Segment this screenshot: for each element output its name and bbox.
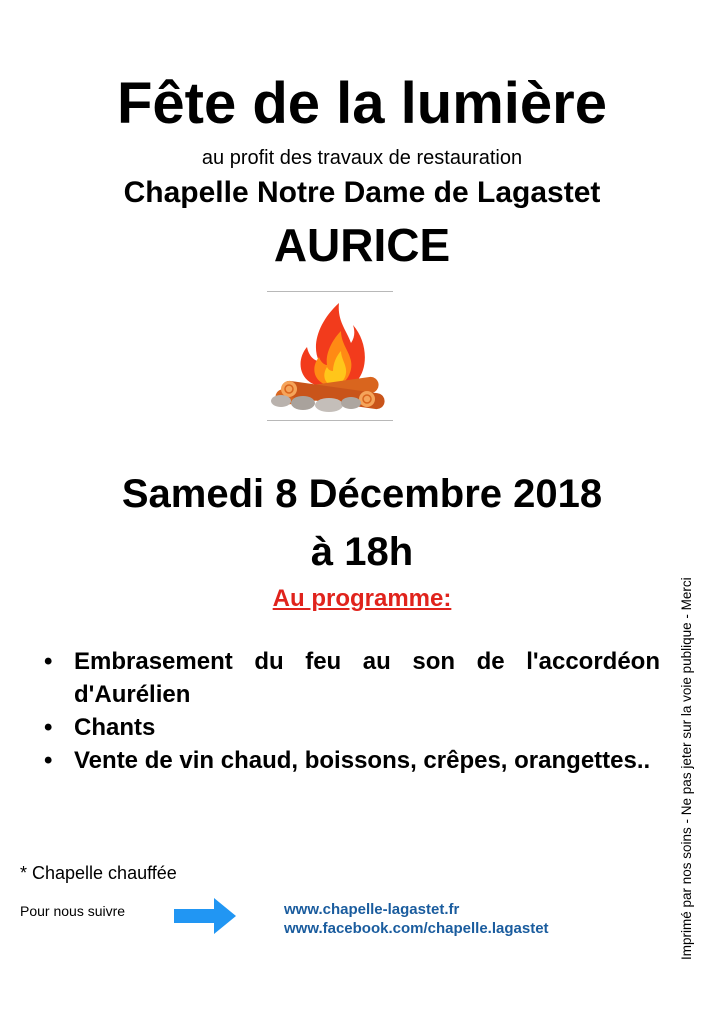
program-heading: Au programme: xyxy=(272,585,452,612)
program-item xyxy=(40,744,660,777)
image-bottom-divider xyxy=(267,420,393,421)
town-name: AURICE xyxy=(273,219,451,271)
arrow-right-icon xyxy=(174,896,238,936)
chapel-name: Chapelle Notre Dame de Lagastet xyxy=(123,176,601,209)
program-item xyxy=(40,645,660,711)
event-date: Samedi 8 Décembre 2018 xyxy=(121,472,603,516)
bullet: • xyxy=(44,714,53,741)
image-top-divider xyxy=(267,291,393,292)
bullet: • xyxy=(44,648,53,675)
website-link[interactable]: www.chapelle-lagastet.fr xyxy=(284,901,460,918)
bullet: • xyxy=(44,747,53,774)
poster-title: Fête de la lumière xyxy=(117,71,607,136)
program-item-text: Embrasement du feu au son de l'accordéon d'Aurélien xyxy=(74,648,660,708)
campfire-image xyxy=(267,291,393,421)
program-item-text: Chants xyxy=(74,714,156,741)
poster-subtitle: au profit des travaux de restauration xyxy=(201,147,523,169)
print-notice: Imprimé par nos soins - Ne pas jeter sur la voie publique - Merci xyxy=(679,577,694,960)
program-item xyxy=(40,711,660,744)
program-item-text: Vente de vin chaud, boissons, crêpes, orangettes.. xyxy=(74,747,651,774)
heating-note: * Chapelle chauffée xyxy=(20,863,177,883)
follow-label: Pour nous suivre xyxy=(20,903,126,919)
links-block xyxy=(284,900,549,938)
program-list xyxy=(40,645,660,777)
event-time: à 18h xyxy=(310,530,414,574)
campfire-icon xyxy=(267,291,393,421)
facebook-link[interactable]: www.facebook.com/chapelle.lagastet xyxy=(284,920,549,937)
